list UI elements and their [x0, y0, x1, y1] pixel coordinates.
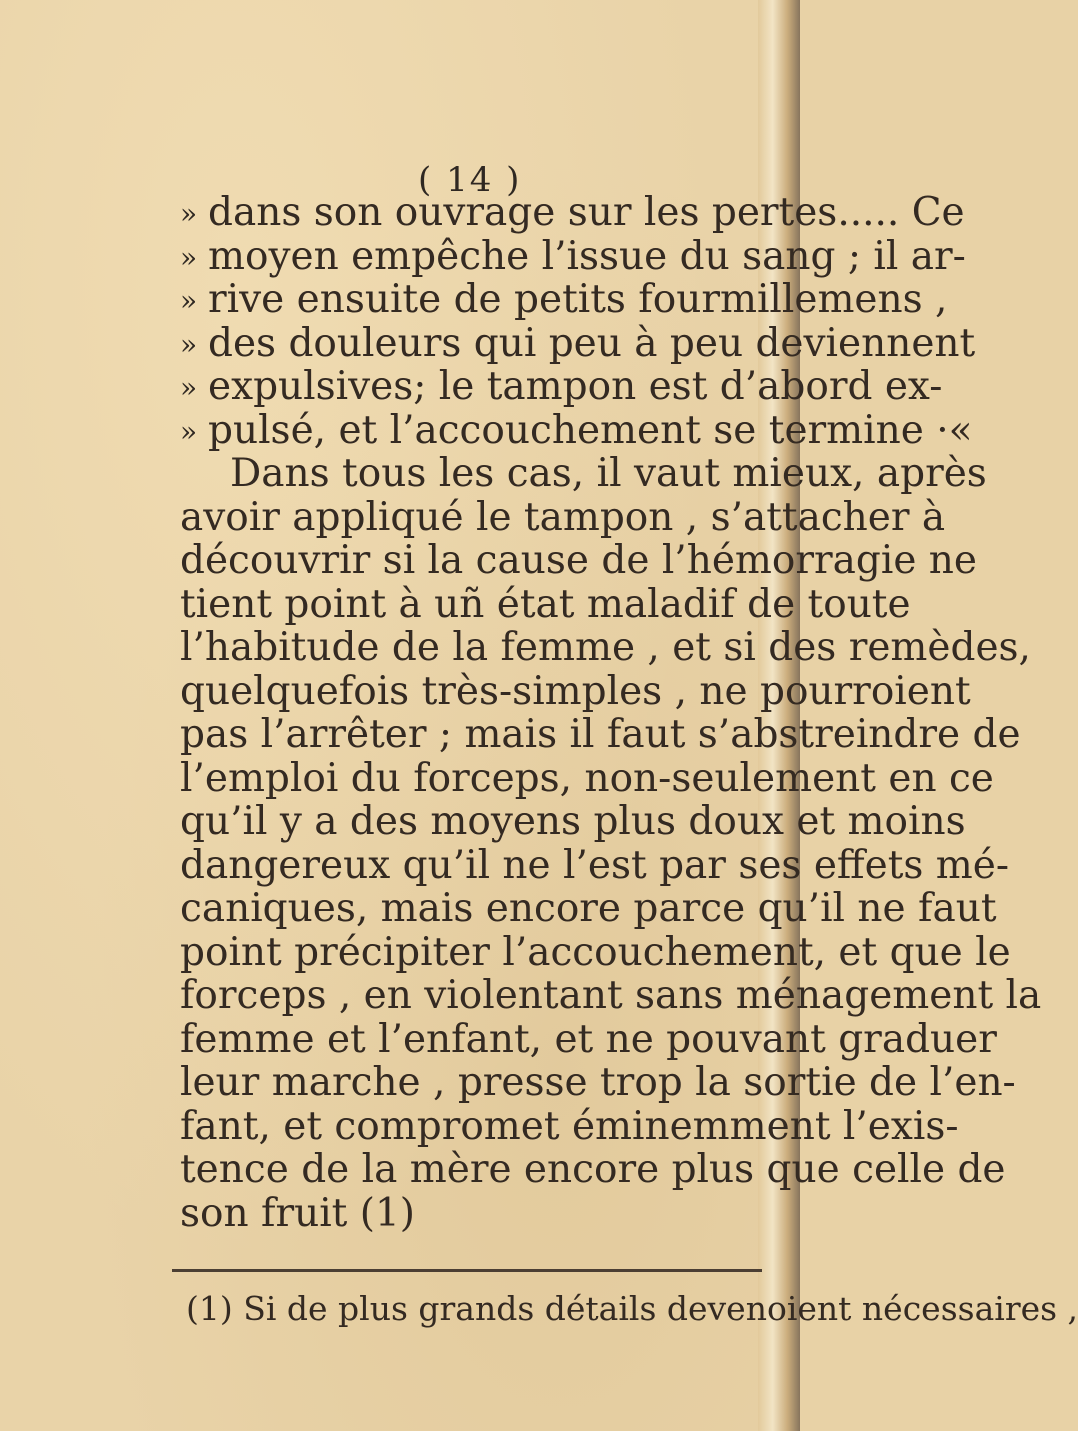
quote-marker: » [180, 197, 198, 230]
text-line: dans son ouvrage sur les pertes..... Ce [208, 190, 965, 235]
text-line: moyen empêche l’issue du sang ; il ar- [208, 233, 966, 279]
text-line: pulsé, et l’accouchement se termine ·« [208, 407, 973, 453]
text-line: tient point à uñ état maladif de toute [180, 581, 911, 627]
text-line: caniques, mais encore parce qu’il ne faut [180, 886, 997, 931]
text-line: femme et l’enfant, et ne pouvant graduer [180, 1016, 997, 1062]
quote-marker: » [180, 240, 198, 274]
text-line: tence de la mère encore plus que celle de [180, 1147, 1006, 1192]
text-line: leur marche , presse trop la sortie de l’en- [180, 1060, 1016, 1105]
text-line: avoir appliqué le tampon , s’attacher à [180, 494, 946, 540]
text-line: qu’il y a des moyens plus doux et moins [180, 799, 966, 844]
text-line: son fruit (1) [180, 1190, 415, 1236]
text-line: Dans tous les cas, il vaut mieux, après [230, 451, 987, 496]
text-line: quelquefois très-simples , ne pourroient [180, 668, 971, 714]
footnote: (1) Si de plus grands détails devenoient nécessaires , [186, 1288, 1078, 1328]
quote-marker: » [180, 284, 198, 317]
text-line: rive ensuite de petits fourmillemens , [208, 277, 948, 322]
text-line: découvrir si la cause de l’hémorragie ne [180, 538, 978, 583]
text-line: des douleurs qui peu à peu deviennent [208, 320, 976, 366]
text-line: l’emploi du forceps, non-seulement en ce [180, 755, 994, 801]
text-line: forceps , en violentant sans ménagement la [180, 973, 1042, 1018]
page-number: ( 14 ) [418, 160, 522, 200]
text-line: l’habitude de la femme , et si des remèdes, [180, 625, 1031, 670]
quote-marker: » [180, 371, 198, 404]
text-line: point précipiter l’accouchement, et que le [180, 929, 1011, 975]
quote-marker: » [180, 327, 198, 361]
text-line: expulsives; le tampon est d’abord ex- [208, 364, 943, 409]
footnote-separator [172, 1269, 762, 1272]
quote-marker: » [180, 414, 198, 448]
text-line: dangereux qu’il ne l’est par ses effets mé- [180, 842, 1010, 888]
text-line: fant, et compromet éminemment l’exis- [180, 1103, 959, 1149]
text-line: pas l’arrêter ; mais il faut s’abstreindre de [180, 712, 1021, 757]
